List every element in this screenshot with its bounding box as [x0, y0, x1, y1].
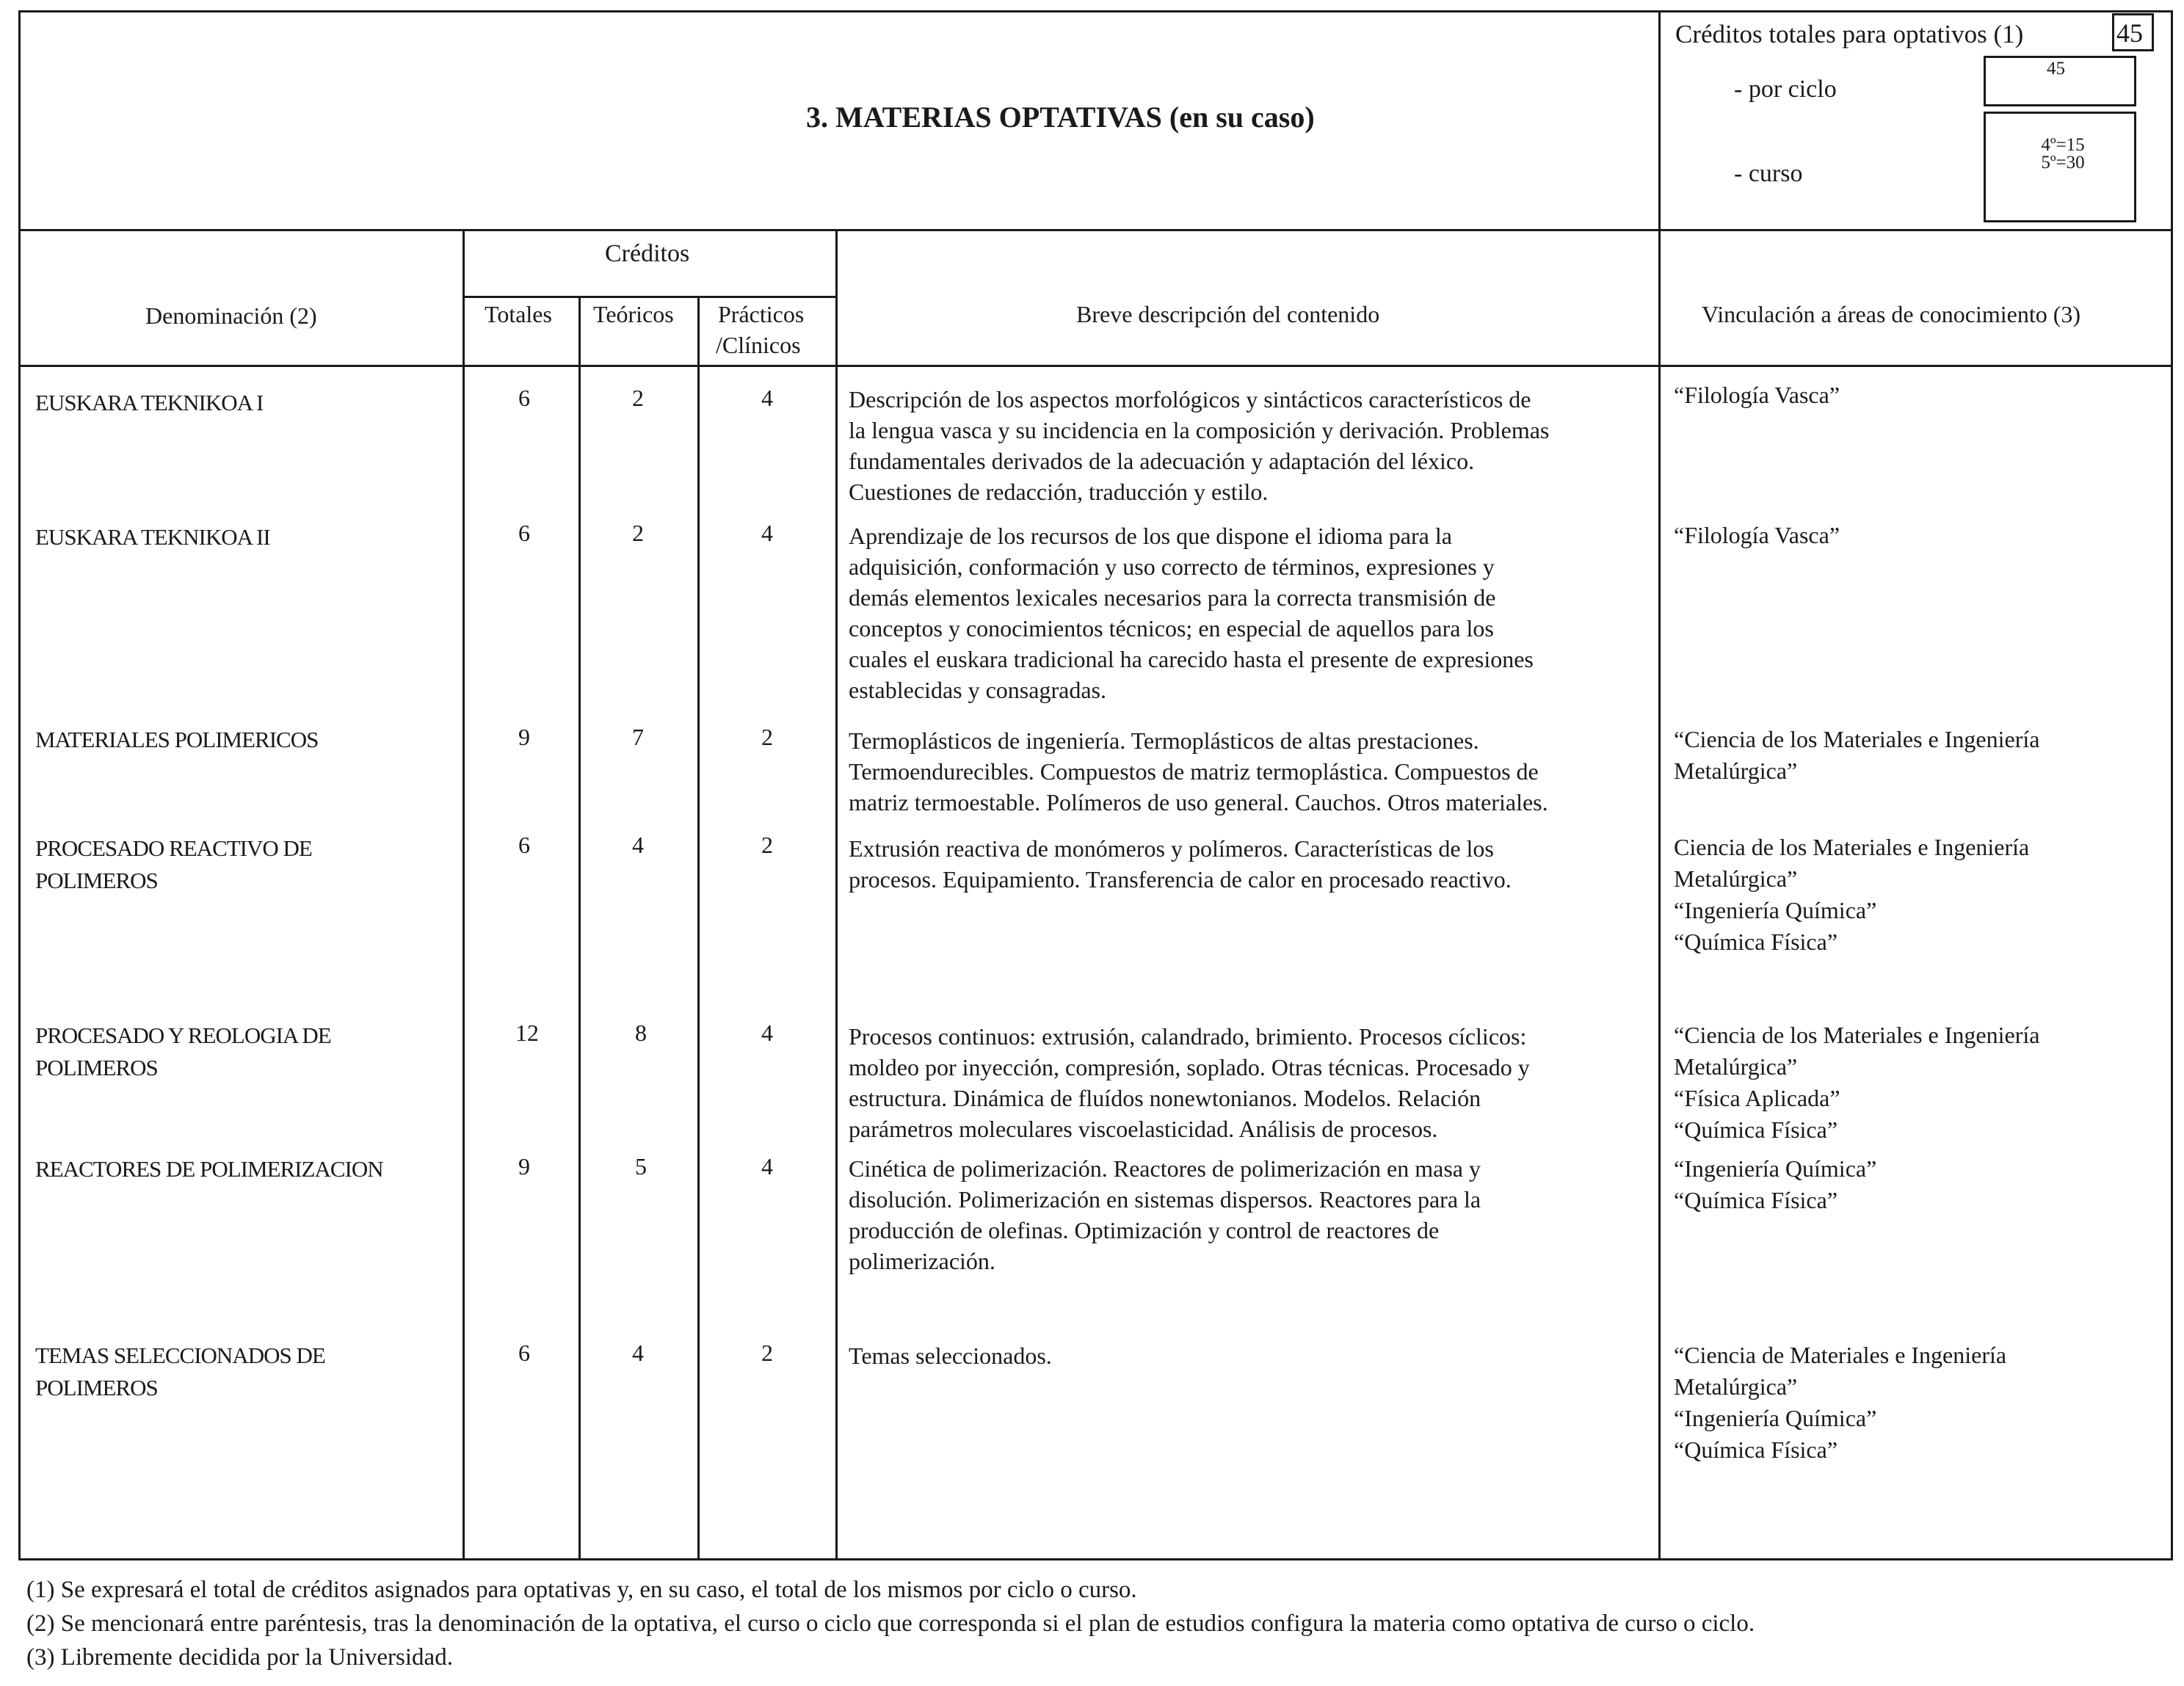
row-5-area-2: Metalúrgica”: [1674, 1053, 1798, 1080]
row-4-desc-line-1: Extrusión reactiva de monómeros y polímeros. Características de los: [849, 835, 1494, 862]
row-3-desc-line-2: Termoendurecibles. Compuestos de matriz termoplástica. Compuestos de: [849, 758, 1539, 785]
row-5-practicos: 4: [761, 1020, 773, 1046]
row-4-area-4: “Química Física”: [1674, 929, 1838, 955]
row-6-name: REACTORES DE POLIMERIZACION: [35, 1156, 383, 1182]
row-7-area-1: “Ciencia de Materiales e Ingeniería: [1674, 1342, 2007, 1368]
row-7-name-line-1: TEMAS SELECCIONADOS DE: [35, 1342, 325, 1368]
col-header-teoricos: Teóricos: [593, 301, 674, 327]
row-5-totales: 12: [515, 1020, 539, 1046]
row-5-area-4: “Química Física”: [1674, 1116, 1838, 1143]
row-2-area-1: “Filología Vasca”: [1674, 522, 1840, 548]
por-ciclo-value: 45: [2047, 59, 2065, 79]
row-5-area-1: “Ciencia de los Materiales e Ingeniería: [1674, 1022, 2040, 1048]
row-2-desc-line-2: adquisición, conformación y uso correcto de términos, expresiones y: [849, 553, 1495, 580]
row-4-totales: 6: [518, 832, 530, 858]
row-4-area-1: Ciencia de los Materiales e Ingeniería: [1674, 834, 2030, 860]
row-5-desc-line-4: parámetros moleculares viscoelasticidad. Análisis de procesos.: [849, 1116, 1438, 1142]
row-5-teoricos: 8: [635, 1020, 647, 1046]
col-divider-4: [835, 229, 838, 1560]
row-4-desc-line-2: procesos. Equipamiento. Transferencia de calor en procesado reactivo.: [849, 866, 1512, 893]
row-6-totales: 9: [518, 1153, 530, 1180]
row-6-desc-line-4: polimerización.: [849, 1248, 995, 1274]
row-3-desc-line-3: matriz termoestable. Polímeros de uso general. Cauchos. Otros materiales.: [849, 789, 1548, 815]
row-2-name: EUSKARA TEKNIKOA II: [35, 524, 270, 550]
row-6-practicos: 4: [761, 1153, 773, 1180]
row-1-name: EUSKARA TEKNIKOA I: [35, 390, 264, 415]
row-6-desc-line-1: Cinética de polimerización. Reactores de polimerización en masa y: [849, 1155, 1481, 1182]
row-5-name-line-2: POLIMEROS: [35, 1055, 158, 1080]
credits-total-value: 45: [2116, 18, 2143, 48]
row-5-desc-line-3: estructura. Dinámica de fluídos nonewtonianos. Modelos. Relación: [849, 1085, 1481, 1111]
column-header-bottom-rule: [18, 365, 2173, 367]
col-divider-1: [462, 229, 465, 1560]
row-6-desc-line-3: producción de olefinas. Optimización y control de reactores de: [849, 1217, 1440, 1243]
row-4-area-2: Metalúrgica”: [1674, 865, 1798, 892]
col-header-denominacion: Denominación (2): [145, 302, 317, 329]
row-2-totales: 6: [518, 520, 530, 546]
col-divider-3: [697, 296, 700, 1560]
row-3-totales: 9: [518, 724, 530, 750]
col-header-totales: Totales: [485, 301, 552, 327]
row-6-teoricos: 5: [635, 1153, 647, 1180]
row-7-area-2: Metalúrgica”: [1674, 1373, 1798, 1400]
row-2-desc-line-4: conceptos y conocimientos técnicos; en especial de aquellos para los: [849, 615, 1494, 642]
col-header-descripcion: Breve descripción del contenido: [1076, 301, 1380, 327]
row-2-desc-line-1: Aprendizaje de los recursos de los que dispone el idioma para la: [849, 523, 1452, 549]
row-2-desc-line-5: cuales el euskara tradicional ha carecido hasta el presente de expresiones: [849, 646, 1534, 672]
row-1-practicos: 4: [761, 385, 773, 411]
title-block-bottom-rule: [18, 229, 2173, 231]
row-7-area-4: “Química Física”: [1674, 1436, 1838, 1463]
row-3-desc-line-1: Termoplásticos de ingeniería. Termoplásticos de altas prestaciones.: [849, 727, 1479, 754]
col-header-clinicos: /Clínicos: [716, 332, 801, 358]
row-3-area-2: Metalúrgica”: [1674, 757, 1798, 784]
row-1-totales: 6: [518, 385, 530, 411]
row-2-desc-line-6: establecidas y consagradas.: [849, 677, 1106, 703]
row-6-desc-line-2: disolución. Polimerización en sistemas dispersos. Reactores para la: [849, 1186, 1481, 1213]
curso-value-5: 5º=30: [2041, 153, 2085, 172]
row-7-area-3: “Ingeniería Química”: [1674, 1405, 1877, 1431]
row-5-name-line-1: PROCESADO Y REOLOGIA DE: [35, 1022, 331, 1048]
row-7-practicos: 2: [761, 1340, 773, 1366]
row-4-area-3: “Ingeniería Química”: [1674, 897, 1877, 923]
row-6-area-1: “Ingeniería Química”: [1674, 1155, 1877, 1182]
col-divider-2: [578, 296, 581, 1560]
row-2-teoricos: 2: [632, 520, 644, 546]
footnote-2: (2) Se mencionará entre paréntesis, tras la denominación de la optativa, el curso o ciclo que corresponda si el plan de estudios configura la materia como optativa de curso o ciclo.: [26, 1610, 1755, 1637]
row-7-totales: 6: [518, 1340, 530, 1366]
row-5-desc-line-1: Procesos continuos: extrusión, calandrado, brimiento. Procesos cíclicos:: [849, 1023, 1527, 1050]
footnote-3: (3) Libremente decidida por la Universidad.: [26, 1644, 453, 1671]
row-7-desc-line-1: Temas seleccionados.: [849, 1342, 1052, 1369]
row-2-practicos: 4: [761, 520, 773, 546]
footnote-1: (1) Se expresará el total de créditos asignados para optativas y, en su caso, el total de los mismos por ciclo o curso.: [26, 1577, 1137, 1603]
row-1-desc-line-4: Cuestiones de redacción, traducción y estilo.: [849, 479, 1269, 505]
title-block-divider: [1658, 10, 1661, 230]
col-header-practicos: Prácticos: [718, 301, 805, 327]
row-4-teoricos: 4: [632, 832, 644, 858]
row-1-desc-line-1: Descripción de los aspectos morfológicos y sintácticos característicos de: [849, 386, 1531, 413]
row-1-desc-line-3: fundamentales derivados de la adecuación y adaptación del léxico.: [849, 448, 1475, 474]
por-ciclo-label: - por ciclo: [1734, 76, 1837, 103]
row-1-desc-line-2: la lengua vasca y su incidencia en la composición y derivación. Problemas: [849, 417, 1550, 443]
credits-total-label: Créditos totales para optativos (1): [1675, 20, 2024, 48]
row-4-name-line-2: POLIMEROS: [35, 868, 158, 893]
curso-value-4: 4º=15: [2041, 135, 2085, 155]
row-5-area-3: “Física Aplicada”: [1674, 1085, 1840, 1111]
row-3-practicos: 2: [761, 724, 773, 750]
row-2-desc-line-3: demás elementos lexicales necesarios para la correcta transmisión de: [849, 584, 1496, 611]
row-6-area-2: “Química Física”: [1674, 1187, 1838, 1213]
creditos-subheader-rule: [462, 296, 837, 298]
row-4-name-line-1: PROCESADO REACTIVO DE: [35, 835, 312, 861]
row-1-teoricos: 2: [632, 385, 644, 411]
row-1-area-1: “Filología Vasca”: [1674, 382, 1840, 408]
page-title: 3. MATERIAS OPTATIVAS (en su caso): [806, 101, 1315, 134]
row-5-desc-line-2: moldeo por inyección, compresión, soplado. Otras técnicas. Procesado y: [849, 1054, 1530, 1080]
row-3-area-1: “Ciencia de los Materiales e Ingeniería: [1674, 726, 2040, 752]
curso-label: - curso: [1734, 160, 1803, 187]
row-4-practicos: 2: [761, 832, 773, 858]
row-7-teoricos: 4: [632, 1340, 644, 1366]
row-7-name-line-2: POLIMEROS: [35, 1375, 158, 1400]
col-header-creditos: Créditos: [605, 240, 690, 267]
col-header-vinculacion: Vinculación a áreas de conocimiento (3): [1702, 301, 2081, 327]
row-3-name: MATERIALES POLIMERICOS: [35, 727, 319, 752]
row-3-teoricos: 7: [632, 724, 644, 750]
